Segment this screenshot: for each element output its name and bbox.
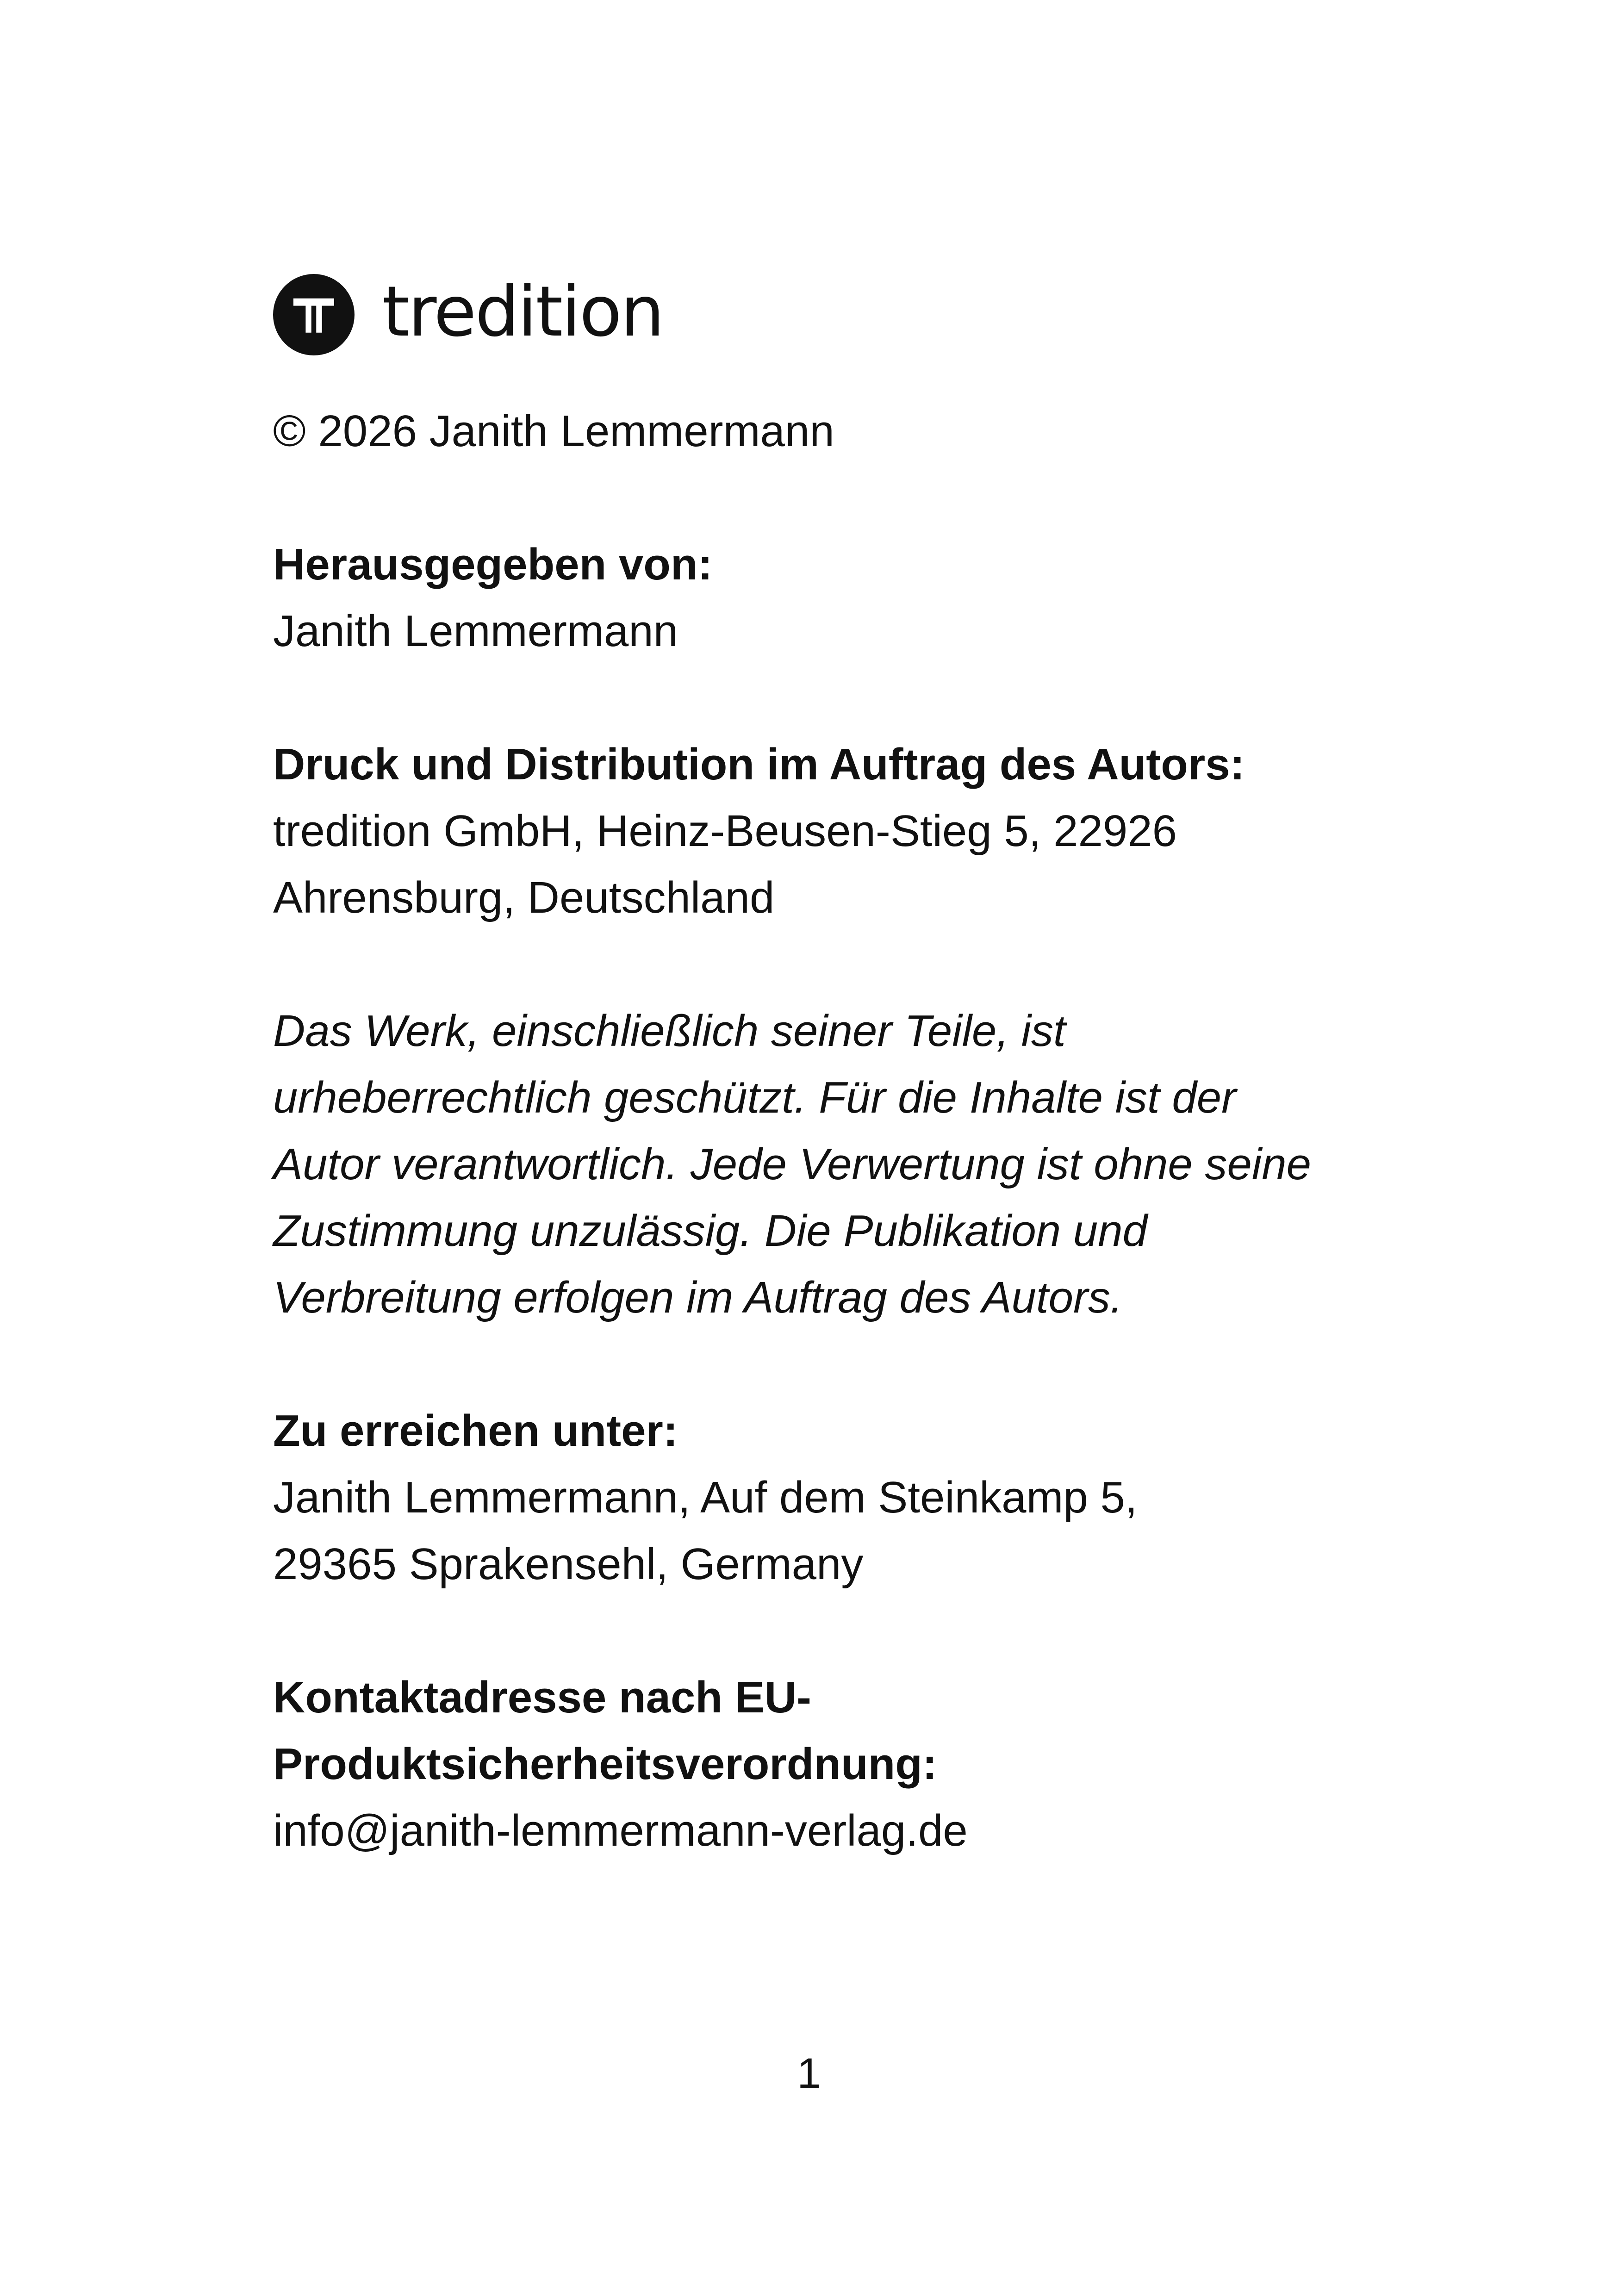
- printing-heading: Druck und Distribution im Auftrag des Autors:: [273, 740, 1245, 789]
- printing-address-line: Ahrensburg, Deutschland: [273, 873, 775, 922]
- tredition-logo-icon: [273, 274, 355, 355]
- publisher-heading: Herausgegeben von:: [273, 540, 713, 589]
- printing-section: [273, 731, 1384, 931]
- eu-contact-email: info@janith-lemmermann-verlag.de: [273, 1806, 968, 1855]
- copyright-notice: [273, 998, 1384, 1331]
- publisher-logo: [273, 273, 1384, 356]
- notice-line: urheberrechtlich geschützt. Für die Inhalte ist der: [273, 1073, 1237, 1122]
- copyright-line: © 2026 Janith Lemmermann: [273, 406, 834, 456]
- eu-contact-heading: Kontaktadresse nach EU-: [273, 1673, 812, 1722]
- contact-address-line: Janith Lemmermann, Auf dem Steinkamp 5,: [273, 1473, 1138, 1522]
- eu-contact-section: [273, 1664, 1384, 1864]
- imprint-content: [273, 273, 1384, 1864]
- page-number: 1: [797, 2050, 821, 2097]
- contact-heading: Zu erreichen unter:: [273, 1406, 678, 1456]
- notice-line: Verbreitung erfolgen im Auftrag des Autors.: [273, 1273, 1123, 1322]
- notice-line: Zustimmung unzulässig. Die Publikation und: [273, 1206, 1147, 1256]
- eu-contact-heading: Produktsicherheitsverordnung:: [273, 1739, 937, 1789]
- printing-address-line: tredition GmbH, Heinz-Beusen-Stieg 5, 22926: [273, 806, 1177, 856]
- notice-line: Autor verantwortlich. Jede Verwertung ist ohne seine: [273, 1139, 1311, 1189]
- contact-address-line: 29365 Sprakensehl, Germany: [273, 1539, 864, 1589]
- logo-wordmark: tredition: [382, 272, 663, 352]
- publisher-name: Janith Lemmermann: [273, 606, 678, 656]
- publisher-section: [273, 531, 1384, 665]
- contact-section: [273, 1398, 1384, 1598]
- notice-line: Das Werk, einschließlich seiner Teile, ist: [273, 1006, 1066, 1056]
